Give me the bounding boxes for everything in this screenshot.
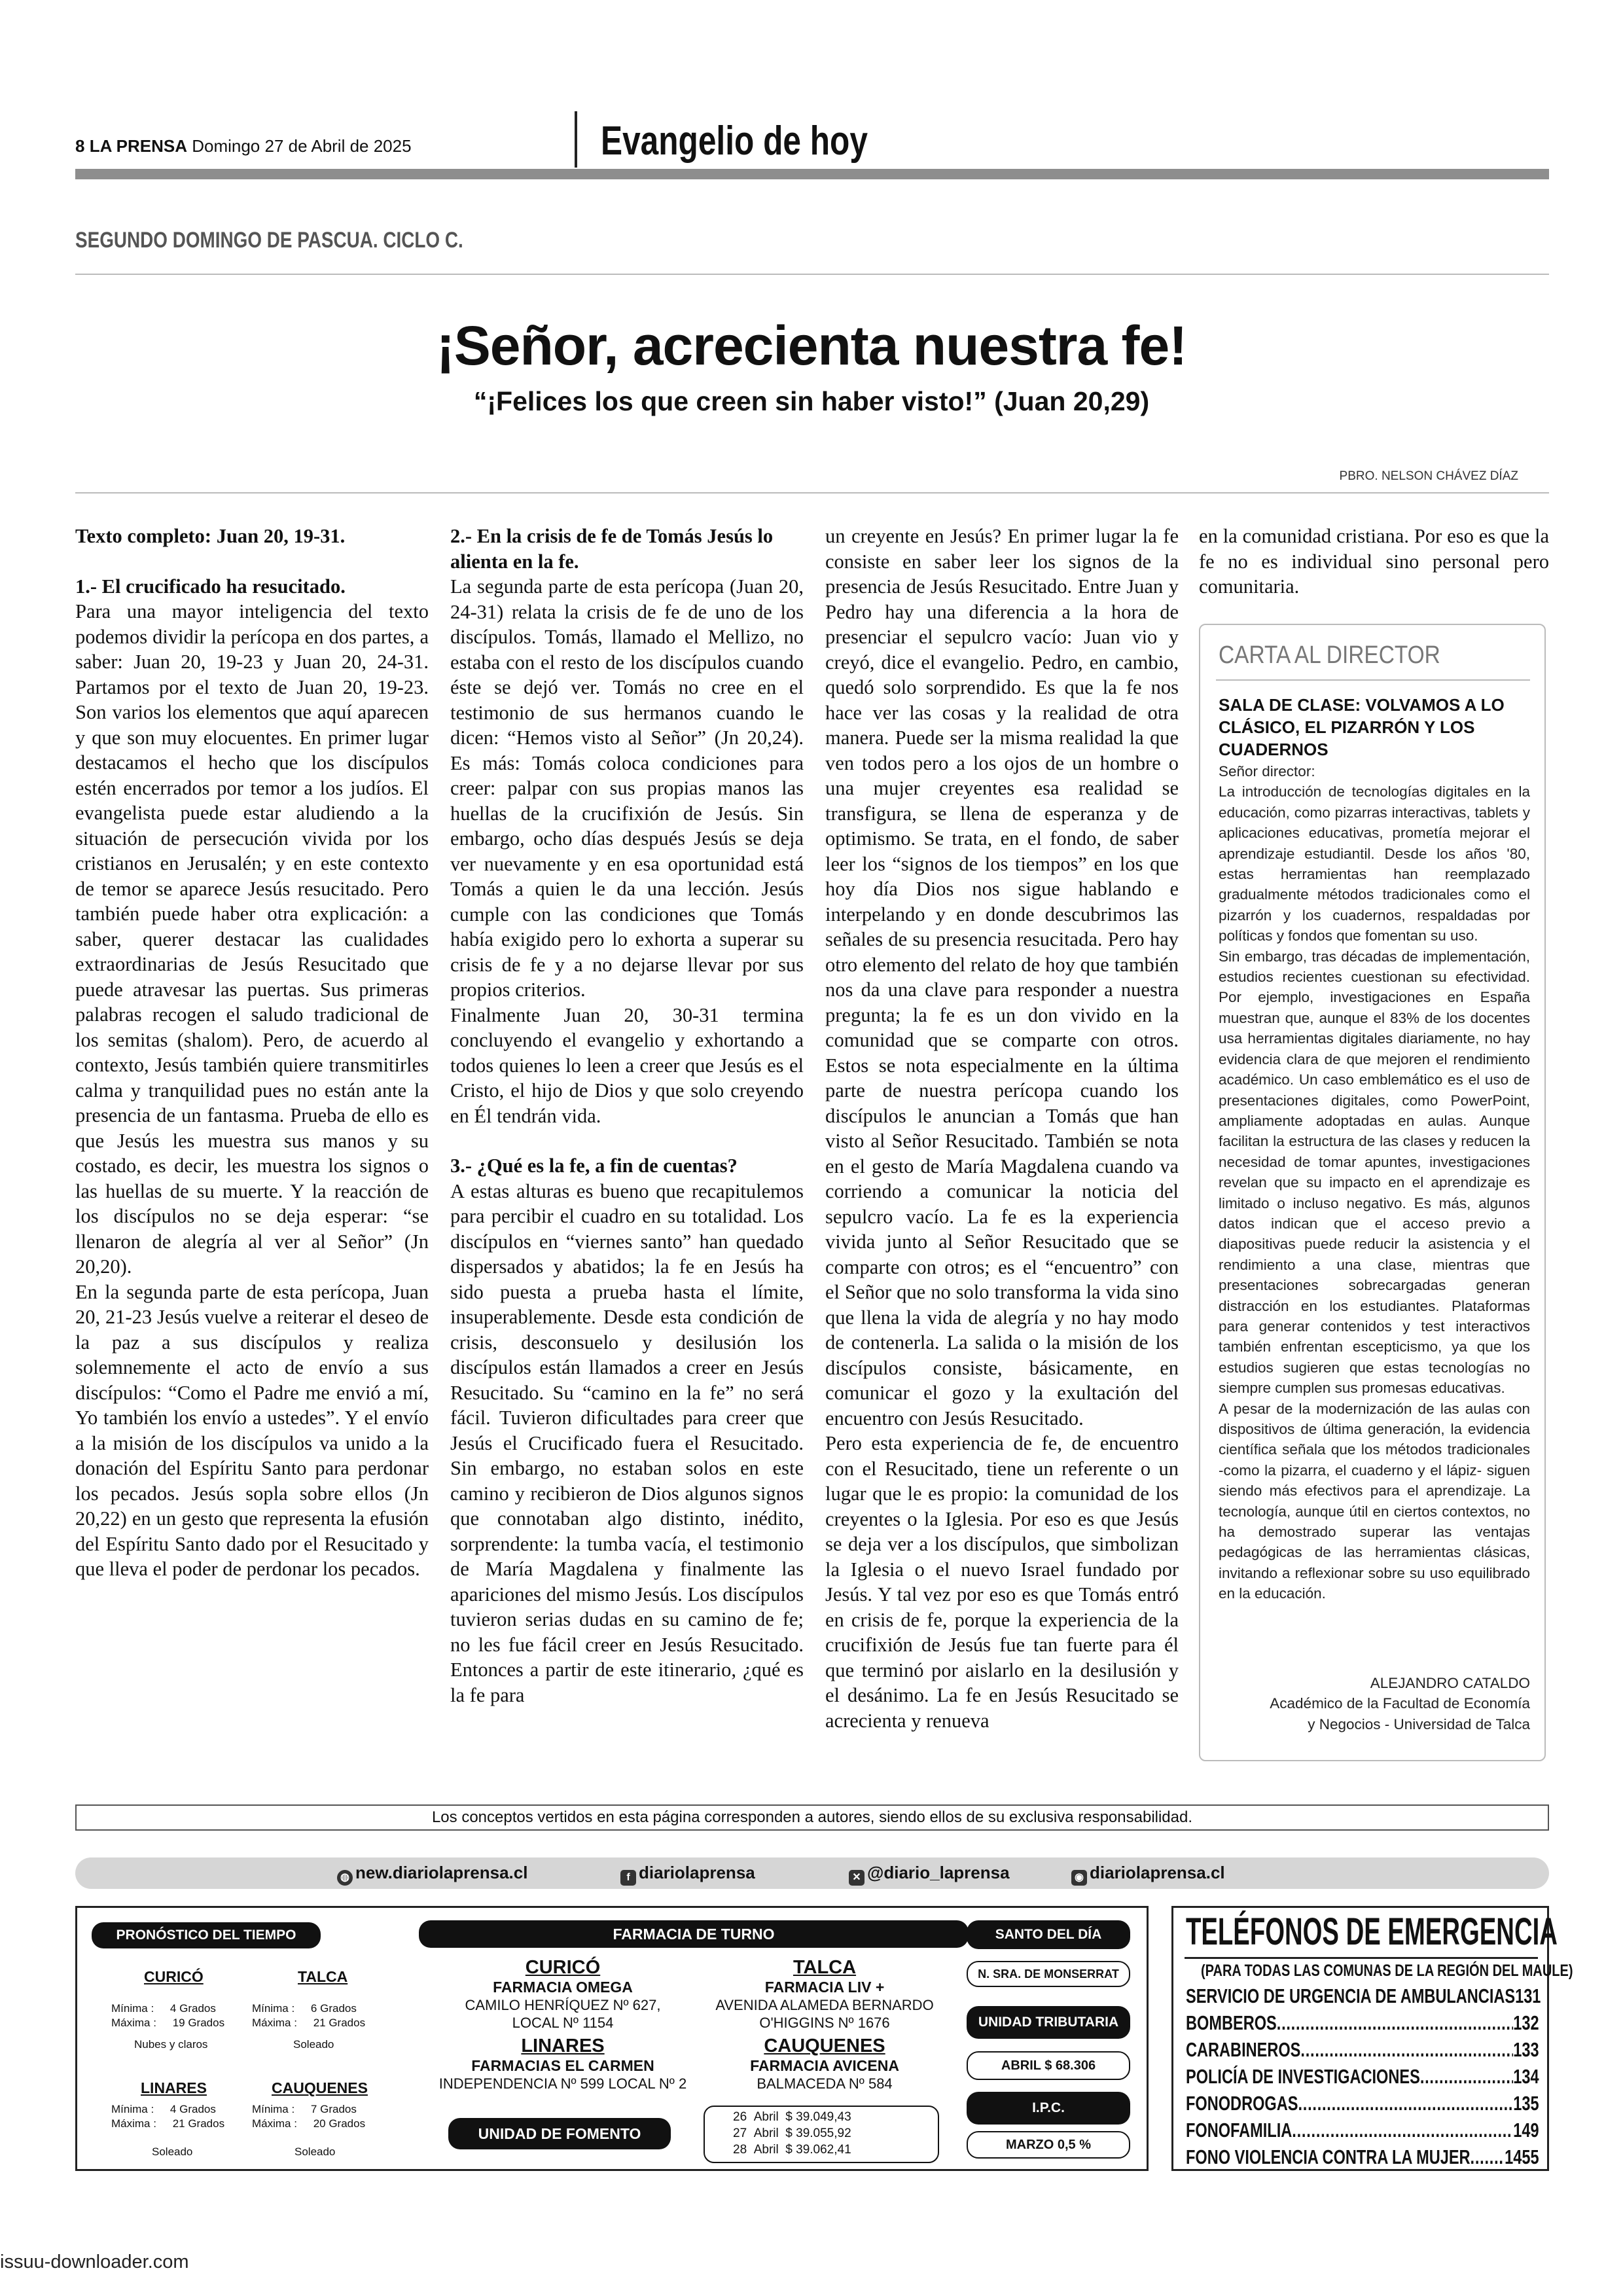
divider xyxy=(1216,679,1530,681)
divider xyxy=(75,274,1549,275)
paragraph: un creyente en Jesús? En primer lugar la fe consiste en saber leer los signos de la presencia de Jesús Resucitado. Entre Juan y Pedro hay una diferencia a la hora de presenciar el sepulcro vacío: Juan vio y creyó, dice el evangelio. Pedro, en cambio, quedó solo sorprendido. Es que la fe nos hace ver las cosas y la realidad de otra manera. Puede ser la misma realidad la que ven todos pero a los ojos de un hombre o una mujer creyentes esa realidad se transfigura, se llena de esperanza y de optimismo. Se trata, en el fondo, de saber leer los “signos de los tiempos” en los que hoy día Dios nos sigue hablando e interpelando y en donde descubrimos las señales de su presencia resucitada. Pero hay otro elemento del relato de hoy que también nos da una clave para responder a nuestra pregunta; la fe es un don vivido en la comunidad que se comparte con otros. Estos se nota especialmente en la última parte de nuestra perícopa cuando los discípulos le anuncian a Tomás que han visto al Señor Resucitado. También se nota en el gesto de María Magdalena cuando va corriendo a comunicar la noticia del sepulcro vacío. La fe es la experiencia vivida junto al Señor Resucitado que se comparte con otros; es el “encuentro” con el Señor que no solo transforma la vida sino que llena la vida de alegría y no hay modo de contenerla. La salida o la misión de los discípulos consiste, básicamente, en comunicar el gozo y la exultación del encuentro con Jesús Resucitado. xyxy=(825,525,1179,1429)
article-column-1 xyxy=(75,524,429,1582)
weather-temps: Mínima : 6 Grados Máxima : 21 Grados xyxy=(252,2002,366,2029)
article-column-2 xyxy=(450,524,804,1708)
letter-header: CARTA AL DIRECTOR xyxy=(1219,641,1440,669)
letter-signature xyxy=(1219,1673,1530,1734)
uf-label: UNIDAD DE FOMENTO xyxy=(448,2118,671,2149)
paragraph: En la segunda parte de esta perícopa, Juan 20, 21-23 Jesús vuelve a reiterar el deseo de la paz a sus discípulos y realiza solemnemente el acto de envío a sus discípulos: “Como el Padre me envió a mí, Yo también los envío a ustedes”. Y el envío a la misión de los discípulos va unido a la donación del Espíritu Santo para perdonar los pecados. Jesús sopla sobre ellos (Jn 20,22) en un gesto que representa la efusión del Espíritu Santo dado por el Resucitado y que lleva el poder de perdonar los pecados. xyxy=(75,1280,429,1580)
article-headline: ¡Señor, acrecienta nuestra fe! xyxy=(436,315,1187,376)
paragraph: en la comunidad cristiana. Por eso es que la fe no es individual sino personal pero comunitaria. xyxy=(1199,525,1549,598)
emergency-row: SERVICIO DE URGENCIA DE AMBULANCIAS 131 xyxy=(1186,1984,1541,2007)
page-number: 8 xyxy=(75,136,85,156)
emergency-row: FONOFAMILIA ..... 149 xyxy=(1186,2119,1539,2142)
social-facebook[interactable]: f diariolaprensa xyxy=(620,1863,755,1886)
issue-date: Domingo 27 de Abril de 2025 xyxy=(192,136,412,156)
emergency-row: CARABINEROS ..... 133 xyxy=(1186,2038,1539,2062)
saint-value: N. SRA. DE MONSERRAT xyxy=(967,1961,1130,1987)
disclaimer: Los conceptos vertidos en esta página corresponden a autores, siendo ellos de su exclusiva responsabilidad. xyxy=(431,1808,1193,1826)
paragraph: A estas alturas es bueno que recapitulemos para percibir el cuadro en su totalidad. Los discípulos en “viernes santo” han quedado dispersados y abatidos; la fe en Jesús ha sido puesta a prueba hasta el límite, insuperablemente. Desde esta condición de crisis, desconsuelo y desilusión los discípulos están llamados a creer en Jesús Resucitado. Su “camino en la fe” no será fácil. Tuvieron dificultades para creer que Jesús el Crucificado fuera el Resucitado. Sin embargo, no estaban solos en este camino y recibieron de Dios algunos signos que connotaban algo distinto, inédito, sorprendente: la tumba vacía, el testimonio de María Magdalena y finalmente las apariciones del mismo Jesús. Los discípulos tuvieron serias dudas en su camino de fe; no les fue fácil creer en Jesús Resucitado. Entonces a partir de este itinerario, ¿qué es la fe para xyxy=(450,1179,804,1706)
weather-temps: Mínima : 4 Grados Máxima : 21 Grados xyxy=(111,2103,225,2130)
globe-icon: ◍ xyxy=(337,1870,353,1886)
weather-sky: Nubes y claros xyxy=(134,2038,208,2051)
facebook-icon: f xyxy=(620,1870,636,1886)
letter-body xyxy=(1219,761,1530,1604)
pharmacy-curico: CURICÓ FARMACIA OMEGA CAMILO HENRÍQUEZ Nº 627, LOCAL Nº 1154 xyxy=(465,1957,661,2031)
article-subhead: “¡Felices los que creen sin haber visto!” (Juan 20,29) xyxy=(473,386,1150,416)
social-instagram[interactable]: ◉ diariolaprensa.cl xyxy=(1071,1863,1225,1886)
weather-temps: Mínima : 4 Grados Máxima : 19 Grados xyxy=(111,2002,225,2029)
article-column-4 xyxy=(1199,524,1549,600)
section-heading: Texto completo: Juan 20, 19-31. xyxy=(75,525,346,547)
letter-role: Académico de la Facultad de Economía xyxy=(1270,1695,1530,1712)
paragraph: Para una mayor inteligencia del texto podemos dividir la perícopa en dos partes, a saber: Juan 20, 19-23 y Juan 20, 24-31. Partamos por el texto de Juan 20, 19-23. Son varios los elementos que aquí aparecen y que son muy elocuentes. En primer lugar destacamos el hecho que los discípulos estén encerrados por temor a los judíos. El evangelista puede estar aludiendo a la situación de persecución vivida por los cristianos en Jerusalén; y en este contexto de temor se aparece Jesús resucitado. Pero también puede haber otra explicación: a saber, querer destacar las cualidades extraordinarias de Jesús Resucitado que puede atravesar las puertas. Sus primeras palabras recogen el saludo tradicional de los semitas (shalom). Pero, de acuerdo al contexto, Jesús también quiere transmitirles calma y tranquilidad pues no están ante la presencia de un fantasma. Prueba de ello es que Jesús les muestra sus manos y su costado, es decir, les muestra los signos o las huellas de su muerte. Y la reacción de los discípulos no se deja esperar: “se llenaron de alegría al ver al Señor” (Jn 20,20). xyxy=(75,600,429,1278)
emergency-subtitle: (PARA TODAS LAS COMUNAS DE LA REGIÓN DEL MAULE) xyxy=(1201,1962,1573,1980)
emergency-row: POLICÍA DE INVESTIGACIONES ..... 134 xyxy=(1186,2065,1539,2089)
masthead xyxy=(75,136,412,156)
pharmacy-linares: LINARES FARMACIAS EL CARMEN INDEPENDENCIA Nº 599 LOCAL Nº 2 xyxy=(438,2036,687,2092)
social-x[interactable]: ✕ @diario_laprensa xyxy=(849,1863,1010,1886)
emergency-title: TELÉFONOS DE EMERGENCIA xyxy=(1186,1910,1558,1953)
letter-title: SALA DE CLASE: VOLVAMOS A LO CLÁSICO, EL PIZARRÓN Y LOS CUADERNOS xyxy=(1219,695,1505,759)
utm-value: ABRIL $ 68.306 xyxy=(967,2051,1130,2080)
section-title: Evangelio de hoy xyxy=(601,118,868,164)
divider xyxy=(75,492,1549,493)
weather-city: TALCA xyxy=(298,1968,348,1985)
section-heading: 1.- El crucificado ha resucitado. xyxy=(75,575,346,598)
weather-temps: Mínima : 7 Grados Máxima : 20 Grados xyxy=(252,2103,366,2130)
letter-salutation: Señor director: xyxy=(1219,763,1315,780)
uf-row: 27 Abril $ 39.055,92 xyxy=(733,2126,851,2140)
ipc-label: I.P.C. xyxy=(967,2092,1130,2125)
weather-city: LINARES xyxy=(141,2079,207,2096)
paragraph: La segunda parte de esta perícopa (Juan 20, 24-31) relata la crisis de fe de uno de los discípulos. Tomás, llamado el Mellizo, no estaba con el resto de los discípulos cuando éste se dejó ver. Tomás no cree en el testimonio de sus hermanos cuando le dicen: “Hemos visto al Señor” (Jn 20,24). Es más: Tomás coloca condiciones para creer: palpar con sus propias manos las huellas de la crucifixión de Jesús. Sin embargo, ocho días después Jesús se deja ver nuevamente y en esa oportunidad está Tomás a quien le da una lección. Jesús cumple con las condiciones que Tomás había exigido pero lo exhorta a superar su crisis de fe y a no dejarse llevar por sus propios criterios. xyxy=(450,575,804,1001)
paragraph: Finalmente Juan 20, 30-31 termina concluyendo el evangelio y exhortando a todos quienes lo leen a creer que Jesús es el Cristo, el hijo de Dios y que solo creyendo en Él tendrán vida. xyxy=(450,1003,804,1127)
article-byline: PBRO. NELSON CHÁVEZ DÍAZ xyxy=(1339,469,1518,483)
pharmacy-title: FARMACIA DE TURNO xyxy=(419,1920,969,1948)
weather-sky: Soleado xyxy=(293,2038,334,2051)
utm-label: UNIDAD TRIBUTARIA xyxy=(967,2006,1130,2039)
uf-row: 28 Abril $ 39.062,41 xyxy=(733,2143,851,2157)
paragraph: A pesar de la modernización de las aulas con dispositivos de última generación, la evidencia científica señala que los métodos tradicionales -como la pizarra, el cuaderno y el lápiz- siguen siendo más efectivos para el aprendizaje. La tecnología, aunque útil en ciertos contextos, no ha demostrado superar las ventajas pedagógicas de las herramientas clásicas, invitando a reflexionar sobre su uso equilibrado en la educación. xyxy=(1219,1400,1530,1602)
paragraph: Pero esta experiencia de fe, de encuentro con el Resucitado, tiene un referente o un lugar que le es propio: la comunidad de los creyentes o la Iglesia. Por eso es que Jesús se deja ver a los discípulos, que simbolizan la Iglesia o el nuevo Israel fundado por Jesús. Y tal vez por eso es que Tomás entró en crisis de fe, porque la experiencia de la crucifixión de Jesús fue tan fuerte para él que terminó por aislarlo en la desilusión y el desánimo. La fe en Jesús Resucitado se acrecienta y renueva xyxy=(825,1432,1179,1732)
ipc-value: MARZO 0,5 % xyxy=(967,2131,1130,2159)
uf-row: 26 Abril $ 39.049,43 xyxy=(733,2110,851,2124)
weather-city: CAUQUENES xyxy=(272,2079,368,2096)
article-kicker: SEGUNDO DOMINGO DE PASCUA. CICLO C. xyxy=(75,228,463,253)
watermark: issuu-downloader.com xyxy=(0,2251,189,2272)
article-column-3 xyxy=(825,524,1179,1733)
emergency-row: BOMBEROS ..... 132 xyxy=(1186,2011,1539,2035)
pharmacy-cauquenes: CAUQUENES FARMACIA AVICENA BALMACEDA Nº 584 xyxy=(750,2036,899,2092)
pharmacy-talca: TALCA FARMACIA LIV + AVENIDA ALAMEDA BERNARDO O'HIGGINS Nº 1676 xyxy=(715,1957,934,2031)
weather-title: PRONÓSTICO DEL TIEMPO xyxy=(92,1922,321,1948)
x-icon: ✕ xyxy=(849,1870,865,1886)
uf-rows xyxy=(733,2109,851,2158)
weather-sky: Soleado xyxy=(152,2145,193,2158)
section-heading: 2.- En la crisis de fe de Tomás Jesús lo alienta en la fe. xyxy=(450,525,774,573)
saint-label: SANTO DEL DÍA xyxy=(967,1920,1130,1949)
paper-name: LA PRENSA xyxy=(89,136,187,156)
emergency-row: FONODROGAS ..... 135 xyxy=(1186,2092,1539,2115)
social-bar xyxy=(75,1857,1549,1889)
header-bar xyxy=(75,169,1549,179)
section-heading: 3.- ¿Qué es la fe, a fin de cuentas? xyxy=(450,1155,738,1177)
letter-role: y Negocios - Universidad de Talca xyxy=(1308,1715,1530,1732)
social-web[interactable]: ◍ new.diariolaprensa.cl xyxy=(337,1863,527,1886)
paragraph: Sin embargo, tras décadas de implementación, estudios recientes cuestionan su efectividad. Por ejemplo, investigaciones en España muestran que, aunque el 83% de los docentes usa herramientas digitales diariamente, no hay evidencia clara de que mejoren el rendimiento académico. Un caso emblemático es el uso de presentaciones digitales, como PowerPoint, ampliamente adoptadas en aulas. Aunque facilitan la estructura de las clases y reducen la necesidad de tomar apuntes, investigaciones revelan que su impacto en el aprendizaje es limitado o incluso negativo. Es más, algunos datos indican que el acceso previo a diapositivas puede reducir la asistencia y el rendimiento a una clase, mientras que presentaciones sobrecargadas generan distracción en los estudiantes. Plataformas para generar contenidos y test interactivos también enfrentan escepticismo, ya que los estudios sugieren que estas tecnologías no siempre cumplen sus promesas educativas. xyxy=(1219,948,1530,1397)
emergency-row: FONO VIOLENCIA CONTRA LA MUJER ..... 1455 xyxy=(1186,2145,1539,2169)
masthead-divider xyxy=(575,111,577,168)
instagram-icon: ◉ xyxy=(1071,1870,1087,1886)
weather-city: CURICÓ xyxy=(144,1968,204,1985)
letter-signer: ALEJANDRO CATALDO xyxy=(1370,1675,1530,1691)
paragraph: La introducción de tecnologías digitales en la educación, como pizarras interactivas, tablets y aplicaciones educativas, prometía mejorar el aprendizaje estudiantil. Desde los años '80, estas herramientas han reemplazado gradualmente métodos tradicionales como el pizarrón y los cuadernos, respaldadas por políticas y fondos que fomentan su uso. xyxy=(1219,783,1530,944)
weather-sky: Soleado xyxy=(294,2145,336,2158)
divider xyxy=(1185,1957,1538,1959)
